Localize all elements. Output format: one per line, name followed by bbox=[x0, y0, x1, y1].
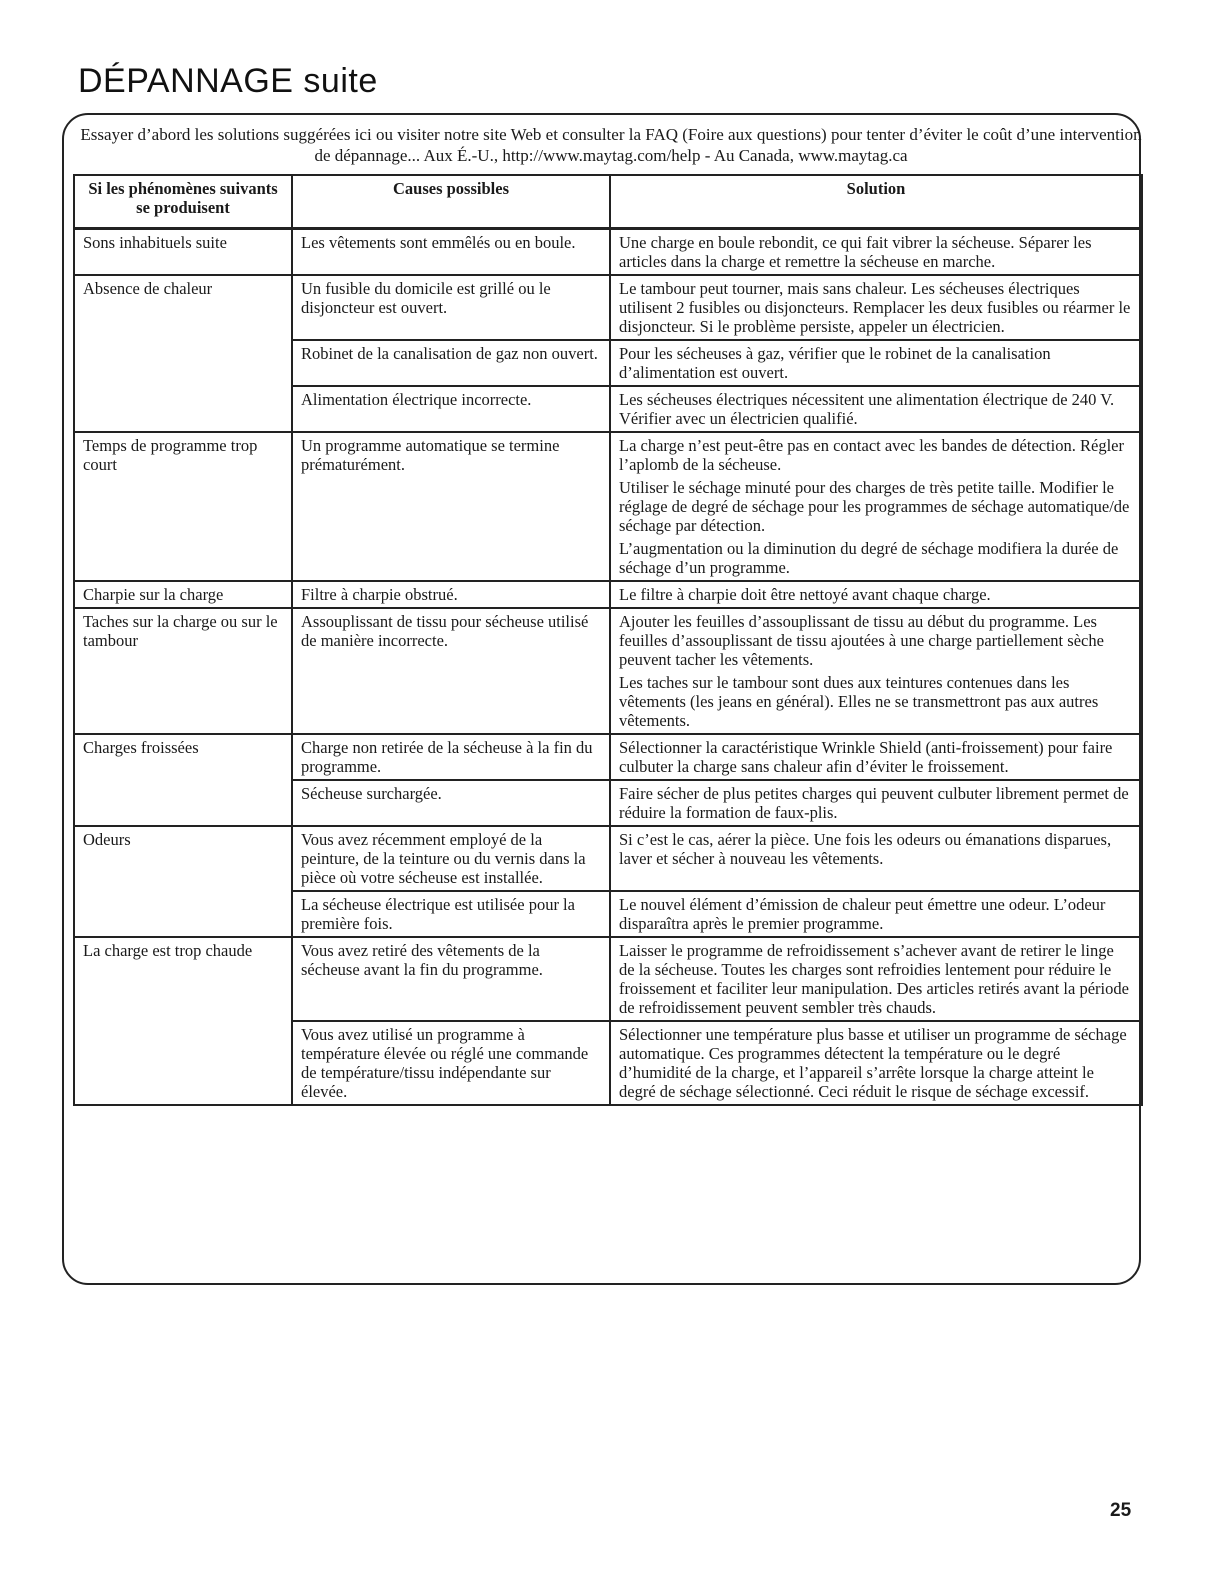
cause-cell: Les vêtements sont emmêlés ou en boule. bbox=[292, 229, 610, 276]
page-number: 25 bbox=[1110, 1500, 1132, 1521]
solution-paragraph: Si c’est le cas, aérer la pièce. Une fois les odeurs ou émanations disparues, laver et sécher à nouveau les vêtements. bbox=[619, 830, 1112, 868]
cause-cell: Alimentation électrique incorrecte. bbox=[292, 386, 610, 432]
solution-cell bbox=[610, 340, 1142, 386]
solution-paragraph: Pour les sécheuses à gaz, vérifier que le robinet de la canalisation d’alimentation est ouvert. bbox=[619, 344, 1051, 382]
problem-cell: Charpie sur la charge bbox=[74, 581, 292, 608]
solution-paragraph: Une charge en boule rebondit, ce qui fait vibrer la sécheuse. Séparer les articles dans la charge et remettre la sécheuse en marche. bbox=[619, 233, 1092, 271]
cause-cell: Vous avez utilisé un programme à température élevée ou réglé une commande de température/tissu indépendante sur élevée. bbox=[292, 1021, 610, 1105]
table-row bbox=[74, 1021, 1142, 1105]
problem-cell: Temps de programme trop court bbox=[74, 432, 292, 581]
table-row bbox=[74, 826, 1142, 891]
solution-paragraph: Ajouter les feuilles d’assouplissant de tissu au début du programme. Les feuilles d’assouplissant de tissu ajoutées à une charge partiellement sèche peuvent tacher les vêtements. bbox=[619, 612, 1104, 669]
solution-paragraph: Les taches sur le tambour sont dues aux teintures contenues dans les vêtements (les jeans en général). Elles ne se transmettront pas aux autres vêtements. bbox=[619, 673, 1099, 730]
cause-cell: Vous avez récemment employé de la peinture, de la teinture ou du vernis dans la pièce où votre sécheuse est installée. bbox=[292, 826, 610, 891]
solution-cell bbox=[610, 780, 1142, 826]
problem-cell: Charges froissées bbox=[74, 734, 292, 780]
solution-cell bbox=[610, 275, 1142, 340]
table-header-row bbox=[74, 175, 1142, 229]
solution-paragraph: Les sécheuses électriques nécessitent une alimentation électrique de 240 V. Vérifier avec un électricien qualifié. bbox=[619, 390, 1115, 428]
header-solution: Solution bbox=[610, 175, 1142, 229]
solution-paragraph: Le tambour peut tourner, mais sans chaleur. Les sécheuses électriques utilisent 2 fusibles ou disjoncteurs. Remplacer les deux fusibles ou réarmer le disjoncteur. Si le problème persiste, appeler un électricien. bbox=[619, 279, 1131, 336]
problem-cell bbox=[74, 340, 292, 386]
table-row bbox=[74, 780, 1142, 826]
cause-cell: Charge non retirée de la sécheuse à la fin du programme. bbox=[292, 734, 610, 780]
solution-cell bbox=[610, 891, 1142, 937]
problem-cell bbox=[74, 891, 292, 937]
cause-cell: Robinet de la canalisation de gaz non ouvert. bbox=[292, 340, 610, 386]
troubleshooting-table bbox=[73, 174, 1143, 1106]
problem-cell bbox=[74, 386, 292, 432]
solution-paragraph: Sélectionner la caractéristique Wrinkle Shield (anti-froissement) pour faire culbuter la charge sans chaleur afin d’éviter le froissement. bbox=[619, 738, 1113, 776]
header-problem: Si les phénomènes suivants se produisent bbox=[74, 175, 292, 229]
solution-paragraph: Faire sécher de plus petites charges qui peuvent culbuter librement permet de réduire la formation de faux-plis. bbox=[619, 784, 1129, 822]
problem-cell bbox=[74, 1021, 292, 1105]
solution-cell bbox=[610, 1021, 1142, 1105]
table-row bbox=[74, 340, 1142, 386]
table-row bbox=[74, 386, 1142, 432]
table-row bbox=[74, 734, 1142, 780]
solution-cell bbox=[610, 608, 1142, 734]
solution-cell bbox=[610, 937, 1142, 1021]
solution-cell bbox=[610, 386, 1142, 432]
solution-cell bbox=[610, 734, 1142, 780]
table-row bbox=[74, 275, 1142, 340]
solution-paragraph: La charge n’est peut-être pas en contact avec les bandes de détection. Régler l’aplomb de la sécheuse. bbox=[619, 436, 1124, 474]
table-row bbox=[74, 937, 1142, 1021]
header-cause: Causes possibles bbox=[292, 175, 610, 229]
cause-cell: Sécheuse surchargée. bbox=[292, 780, 610, 826]
cause-cell: Vous avez retiré des vêtements de la sécheuse avant la fin du programme. bbox=[292, 937, 610, 1021]
solution-paragraph: Le filtre à charpie doit être nettoyé avant chaque charge. bbox=[619, 585, 991, 604]
cause-cell: Un programme automatique se termine prématurément. bbox=[292, 432, 610, 581]
solution-paragraph: Utiliser le séchage minuté pour des charges de très petite taille. Modifier le réglage de degré de séchage pour les programmes de séchage automatique/de séchage par détection. bbox=[619, 478, 1130, 535]
table-row bbox=[74, 891, 1142, 937]
solution-paragraph: Sélectionner une température plus basse et utiliser un programme de séchage automatique. Ces programmes détectent la température ou le degré d’humidité de la charge, et l’appareil s’arrête lorsque la charge atteint le degré de séchage sélectionné. Ceci réduit le risque de séchage excessif. bbox=[619, 1025, 1127, 1101]
table-row bbox=[74, 229, 1142, 276]
solution-cell bbox=[610, 826, 1142, 891]
cause-cell: Assouplissant de tissu pour sécheuse utilisé de manière incorrecte. bbox=[292, 608, 610, 734]
cause-cell: Filtre à charpie obstrué. bbox=[292, 581, 610, 608]
problem-cell: Sons inhabituels suite bbox=[74, 229, 292, 276]
solution-cell bbox=[610, 229, 1142, 276]
page-title: DÉPANNAGE suite bbox=[78, 62, 378, 100]
problem-cell: Absence de chaleur bbox=[74, 275, 292, 340]
table-row bbox=[74, 608, 1142, 734]
cause-cell: La sécheuse électrique est utilisée pour la première fois. bbox=[292, 891, 610, 937]
solution-cell bbox=[610, 581, 1142, 608]
solution-paragraph: Laisser le programme de refroidissement s’achever avant de retirer le linge de la sécheuse. Toutes les charges sont refroidies lentement pour réduire le froissement et faciliter leur manipulation. Des articles retirés avant la période de refroidissement peuvent sembler très chauds. bbox=[619, 941, 1129, 1017]
intro-text: Essayer d’abord les solutions suggérées ici ou visiter notre site Web et consulter la FAQ (Foire aux questions) pour tenter d’éviter le coût d’une intervention de dépannage... Aux É.-U., http://www.maytag.com/help - Au Canada, www.maytag.ca bbox=[80, 125, 1142, 165]
solution-cell bbox=[610, 432, 1142, 581]
table-row bbox=[74, 581, 1142, 608]
problem-cell: La charge est trop chaude bbox=[74, 937, 292, 1021]
cause-cell: Un fusible du domicile est grillé ou le disjoncteur est ouvert. bbox=[292, 275, 610, 340]
solution-paragraph: L’augmentation ou la diminution du degré de séchage modifiera la durée de séchage d’un programme. bbox=[619, 539, 1119, 577]
problem-cell: Odeurs bbox=[74, 826, 292, 891]
problem-cell bbox=[74, 780, 292, 826]
problem-cell: Taches sur la charge ou sur le tambour bbox=[74, 608, 292, 734]
solution-paragraph: Le nouvel élément d’émission de chaleur peut émettre une odeur. L’odeur disparaîtra après le premier programme. bbox=[619, 895, 1106, 933]
table-row bbox=[74, 432, 1142, 581]
